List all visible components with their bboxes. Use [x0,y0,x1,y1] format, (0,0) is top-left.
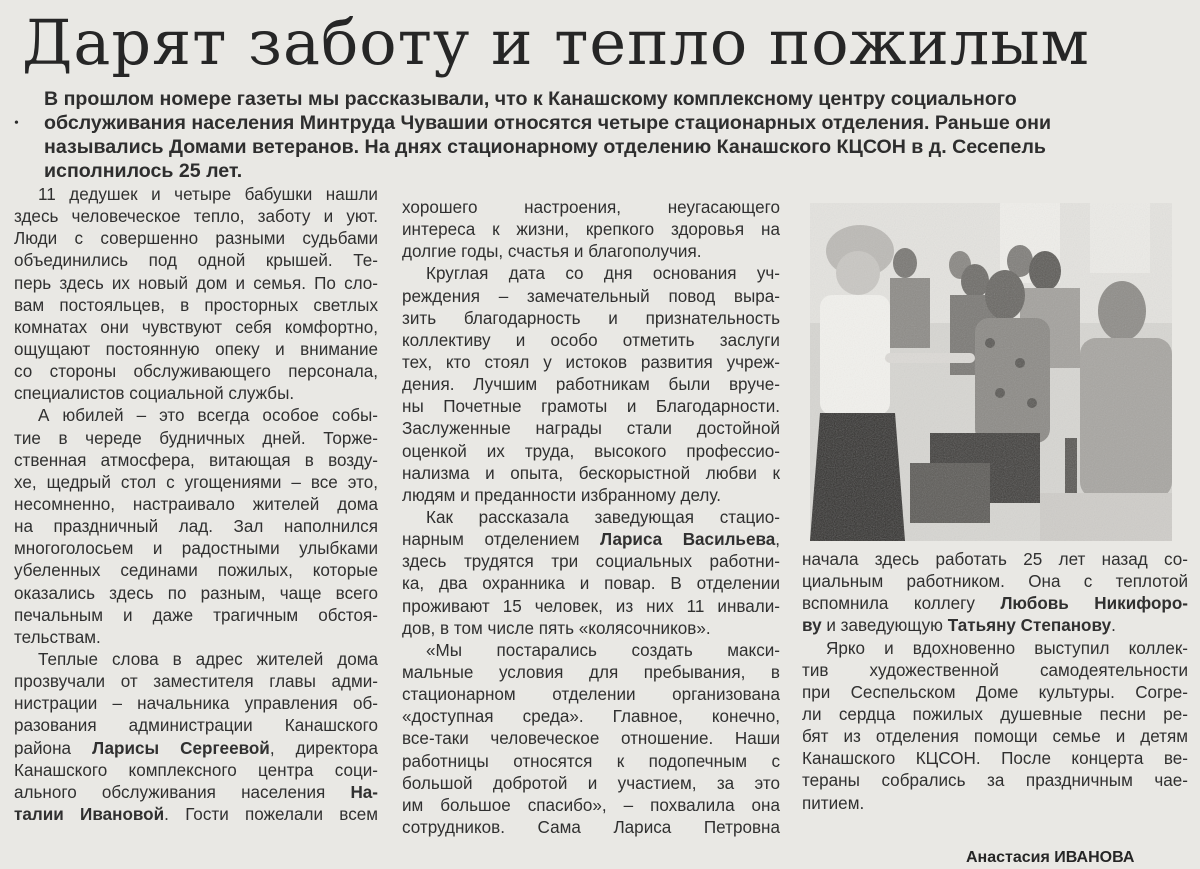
article-line [14,782,378,804]
article-line: «Мы постарались создать макси- [426,640,780,660]
lead-line: исполнилось 25 лет. [44,160,243,182]
article-line: большой добротой и участием, за это [402,773,780,793]
article-line: дения. Лучшим работникам были вруче- [402,375,780,395]
text-run: , директора [269,738,378,758]
article-line: А юбилей – это всегда особое собы- [38,406,378,426]
article-line: ощущают постоянную опеку и внимание [14,339,378,359]
article-line: несомненно, настраивало жителей дома [14,494,378,514]
article-column-2 [402,197,780,839]
article-column-1 [14,184,378,826]
article-line: работницы относятся к подопечным с [402,751,780,771]
article-line: сотрудников. Сама Лариса Петровна [402,817,780,837]
article-line: печальным и даже трагичным обстоя- [14,605,378,625]
article-line: ка, два охранника и повар. В отделении [402,574,780,594]
article-line: реждения – замечательный повод выра- [402,286,780,306]
bold-name: Лариса Васильева [600,530,776,550]
bold-name: Ларисы Сергеевой [92,738,270,758]
article-line: Ярко и вдохновенно выступил коллек- [826,638,1188,658]
article-line: убеленных сединами пожилых, которые [14,561,378,581]
article-line: им большое спасибо», – похвалила она [402,795,780,815]
article-line: нистрации – начальника управления об- [14,694,378,714]
article-line: бят из отделения помощи семье и детям [802,727,1188,747]
text-run: , [775,530,780,550]
article-line: Заслуженные награды стали достойной [402,419,780,439]
article-line: хорошего настроения, неугасающего [402,198,780,217]
article-line: стационарном отделении организована [402,685,780,705]
article-column-3 [802,549,1188,815]
article-line: начала здесь работать 25 лет назад со- [802,550,1188,569]
article-line: оценкой их труда, высокого профессио- [402,441,780,461]
article-byline: Анастасия ИВАНОВА [966,849,1135,866]
text-run: и заведующую [821,616,948,636]
article-line: тельствам. [14,627,101,647]
article-line [402,529,780,551]
article-line: перь здесь их новый дом и семья. По сло- [14,273,378,293]
article-line: людям и преданности избранному делу. [402,485,721,505]
lead-line: В прошлом номере газеты мы рассказывали, что к Канашскому комплексному центру социального [44,88,1017,110]
article-line: оказались здесь по разным, чаще всего [14,583,378,603]
article-line: ны Почетные грамоты и Благодарности. [402,397,780,417]
photo-elderly-residents-and-child [810,203,1172,541]
article-line: хе, щедрый стол с угощениями – все это, [14,472,378,492]
article-line: питием. [802,793,865,813]
article-line: специалистов социальной службы. [14,384,295,404]
article-line: здесь трудятся три социальных работни- [402,552,780,572]
article-line: комнатах они чувствуют себя комфортно, [14,317,378,337]
article-line: Теплые слова в адрес жителей дома [38,649,378,669]
bold-name: ву [802,616,822,636]
article-line: мальные условия для пребывания, в [402,662,780,682]
article-line: тие в череде будничных дней. Торже- [14,428,378,448]
article-line: вам постояльцев, в просторных светлых [14,295,378,315]
article-line: 11 дедушек и четыре бабушки нашли [38,185,378,204]
article-line: «доступная среда». Главное, конечно, [402,707,780,727]
article-line [14,804,378,826]
article-line [802,615,1188,637]
article-headline: Дарят заботу и тепло пожилым [22,6,1090,79]
article-lead [44,87,1184,183]
article-line: многоголосьем и радостными улыбками [14,539,378,559]
article-line: зить благодарность и признательность [402,308,780,328]
article-line: интереса к жизни, крепкого здоровья на [402,220,780,240]
text-run: ального обслуживания населения [14,782,351,802]
article-line: при Сеспельском Доме культуры. Согре- [802,682,1188,702]
article-line: объединились под одной крышей. Те- [14,251,378,271]
article-line: циальным работником. Она с теплотой [802,572,1188,592]
article-line: тераны собрались за праздничным чае- [802,771,1188,791]
bullet-mark: • [14,116,19,131]
lead-line: обслуживания населения Минтруда Чувашии относятся четыре стационарных отделения. Раньше они [44,112,1052,134]
article-line: Как рассказала заведующая стацио- [426,507,780,527]
article-line: тив художественной самодеятельности [802,660,1188,680]
bold-name: Любовь Никифоро- [1000,594,1188,614]
article-photo [810,203,1172,541]
article-line: долгие годы, счастья и благополучия. [402,242,702,262]
article-line: со стороны обслуживающего персонала, [14,362,378,382]
article-line [802,593,1188,615]
bold-name: талии Ивановой [14,804,165,824]
article-line [14,738,378,760]
lead-line: назывались Домами ветеранов. На днях стационарному отделению Канашского КЦСОН в д. Сесепель [44,136,1046,158]
article-line: нализма и опыта, бескорыстной любви к [402,463,780,483]
article-line: прозвучали от заместителя главы адми- [14,672,378,692]
article-line: коллективу и особо отметить заслуги [402,330,780,350]
article-line: ственная атмосфера, витающая в возду- [14,450,378,470]
bold-name: На- [350,782,378,802]
bold-name: Татьяну Степанову [947,616,1112,636]
text-run: вспомнила коллегу [802,594,1001,614]
article-line: все-таки человеческое отношение. Наши [402,729,780,749]
article-line: ли сердца пожилых душевные песни ре- [802,704,1188,724]
text-run: . [1111,616,1116,636]
article-line: дов, в том числе пять «колясочников». [402,618,711,638]
article-line: Люди с совершенно разными судьбами [14,229,378,249]
text-run: района [14,738,93,758]
article-line: разования администрации Канашского [14,716,378,736]
text-run: . Гости пожелали всем [164,804,378,824]
article-line: на праздничный лад. Зал наполнился [14,517,378,537]
article-line: Канашского комплексного центра соци- [14,760,378,780]
article-line: здесь человеческое тепло, заботу и уют. [14,207,378,227]
article-line: Канашского КЦСОН. После концерта ве- [802,749,1188,769]
article-line: Круглая дата со дня основания уч- [426,264,780,284]
article-line: тех, кто стоял у истоков развития учреж- [402,352,780,372]
article-line: проживают 15 человек, из них 11 инвали- [402,596,780,616]
text-run: нарным отделением [402,530,601,550]
